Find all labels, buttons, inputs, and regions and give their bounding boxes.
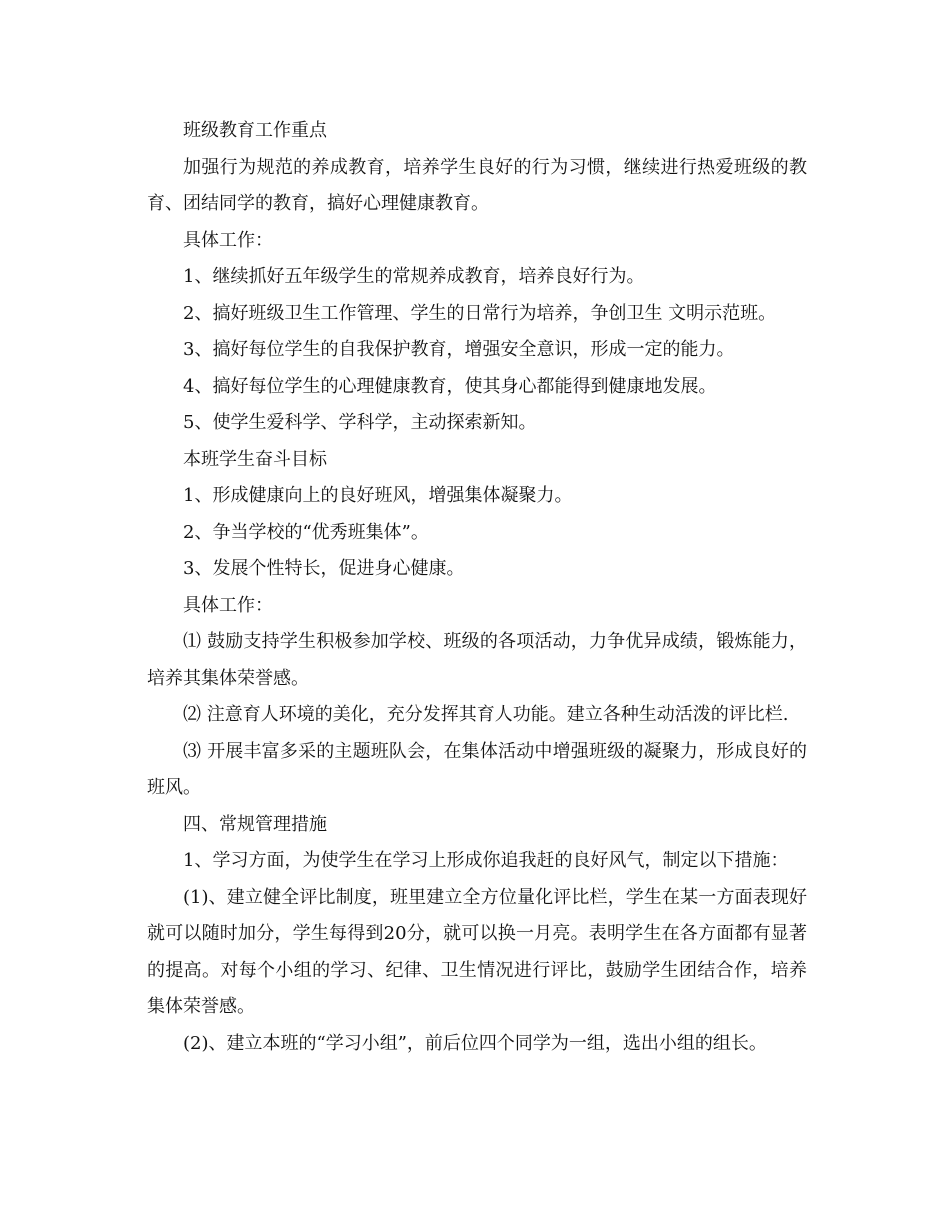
list-item: ⑴ 鼓励支持学生积极参加学校、班级的各项活动，力争优异成绩，锻炼能力，培养其集体荣誉感。 — [147, 631, 807, 689]
list-item: 2、搞好班级卫生工作管理、学生的日常行为培养，争创卫生 文明示范班。 — [183, 302, 777, 324]
list-item: 5、使学生爱科学、学科学，主动探索新知。 — [183, 412, 537, 433]
section-heading: 班级教育工作重点 — [183, 120, 327, 141]
list-item: (1)、建立健全评比制度，班里建立全方位量化评比栏，学生在某一方面表现好就可以随时加分，学生每得到20分，就可以换一月亮。表明学生在各方面都有显著的提高。对每个小组的学习、纪律、卫生情况进行评比，鼓励学生团结合作，培养集体荣誉感。 — [147, 886, 807, 1017]
subheading: 具体工作： — [183, 594, 273, 616]
list-item: 4、搞好每位学生的心理健康教育，使其身心都能得到健康地发展。 — [183, 375, 717, 397]
list-item: 3、发展个性特长，促进身心健康。 — [183, 558, 465, 579]
list-item: ⑵ 注意育人环境的美化，充分发挥其育人功能。建立各种生动活泼的评比栏. — [183, 704, 789, 725]
subheading: 具体工作： — [183, 229, 273, 251]
list-item: 1、继续抓好五年级学生的常规养成教育，培养良好行为。 — [183, 266, 645, 287]
list-item: (2)、建立本班的“学习小组”，前后位四个同学为一组，选出小组的组长。 — [183, 1032, 767, 1054]
list-item: ⑶ 开展丰富多采的主题班队会，在集体活动中增强班级的凝聚力，形成良好的班风。 — [147, 740, 807, 798]
list-item: 2、争当学校的“优秀班集体”。 — [183, 521, 429, 543]
list-item: 3、搞好每位学生的自我保护教育，增强安全意识，形成一定的能力。 — [183, 339, 735, 360]
list-item: 1、形成健康向上的良好班风，增强集体凝聚力。 — [183, 485, 573, 506]
section-heading: 本班学生奋斗目标 — [183, 448, 327, 470]
paragraph: 加强行为规范的养成教育，培养学生良好的行为习惯，继续进行热爱班级的教育、团结同学的教育，搞好心理健康教育。 — [147, 156, 807, 214]
section-heading: 四、常规管理措施 — [183, 813, 327, 835]
paragraph: 1、学习方面，为使学生在学习上形成你追我赶的良好风气，制定以下措施： — [183, 850, 789, 871]
document-body — [147, 113, 807, 1062]
